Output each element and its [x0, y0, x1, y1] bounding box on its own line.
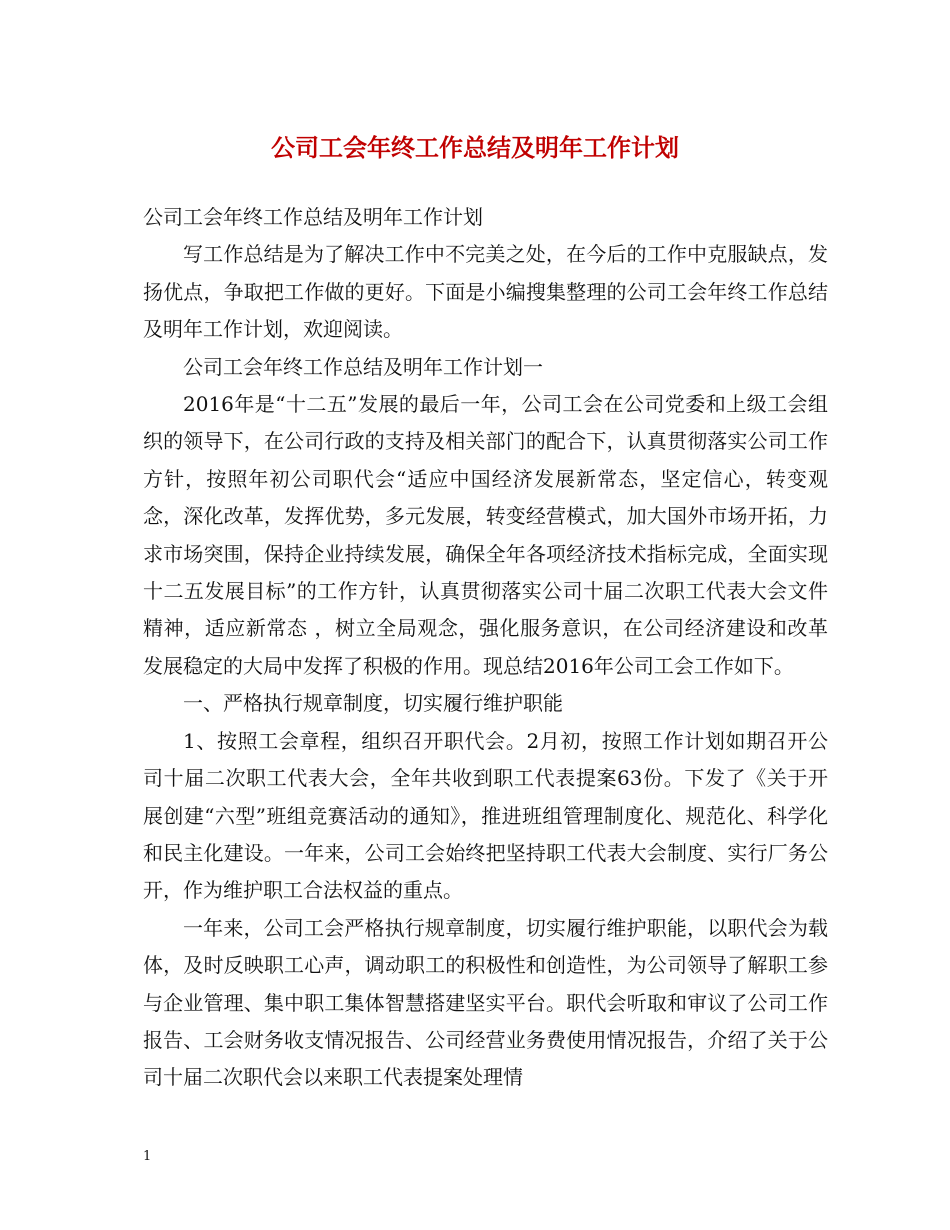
body-paragraph-summary: 一年来，公司工会严格执行规章制度，切实履行维护职能，以职代会为载体，及时反映职工心声，调动职工的积极性和创造性，为公司领导了解职工参与企业管理、集中职工集体智慧搭建坚实平台。职代会听取和审议了公司工作报告、工会财务收支情况报告、公司经营业务费使用情况报告，介绍了关于公司十届二次职代会以来职工代表提案处理情 [143, 915, 828, 1090]
body-paragraph-overview: 2016年是“十二五”发展的最后一年，公司工会在公司党委和上级工会组织的领导下，在公司行政的支持及相关部门的配合下，认真贯彻落实公司工作方针，按照年初公司职代会“适应中国经济发展新常态，坚定信心，转变观念，深化改革，发挥优势，多元发展，转变经营模式，加大国外市场开拓，力求市场突围，保持企业持续发展，确保全年各项经济技术指标完成，全面实现十二五发展目标”的工作方针，认真贯彻落实公司十届二次职工代表大会文件精神，适应新常态 ，树立全局观念，强化服务意识，在公司经济建设和改革发展稳定的大局中发挥了积极的作用。现总结2016年公司工会工作如下。 [143, 392, 828, 678]
body-paragraph-heading-one: 一、严格执行规章制度，切实履行维护职能 [183, 691, 563, 716]
document-body [143, 199, 828, 1097]
document-title: 公司工会年终工作总结及明年工作计划 [271, 133, 679, 162]
body-paragraph-section-title: 公司工会年终工作总结及明年工作计划一 [183, 354, 543, 379]
body-paragraph-item-one: 1、按照工会章程，组织召开职代会。2月初，按照工作计划如期召开公司十届二次职工代表大会，全年共收到职工代表提案63份。下发了《关于开展创建“六型”班组竞赛活动的通知》，推进班组管理制度化、规范化、科学化和民主化建设。一年来，公司工会始终把坚持职工代表大会制度、实行厂务公开，作为维护职工合法权益的重点。 [143, 728, 828, 903]
page-number: 1 [143, 1149, 152, 1164]
body-paragraph-intro: 写工作总结是为了解决工作中不完美之处，在今后的工作中克服缺点，发扬优点，争取把工作做的更好。下面是小编搜集整理的公司工会年终工作总结及明年工作计划，欢迎阅读。 [143, 242, 828, 342]
body-paragraph-heading: 公司工会年终工作总结及明年工作计划 [143, 205, 483, 229]
